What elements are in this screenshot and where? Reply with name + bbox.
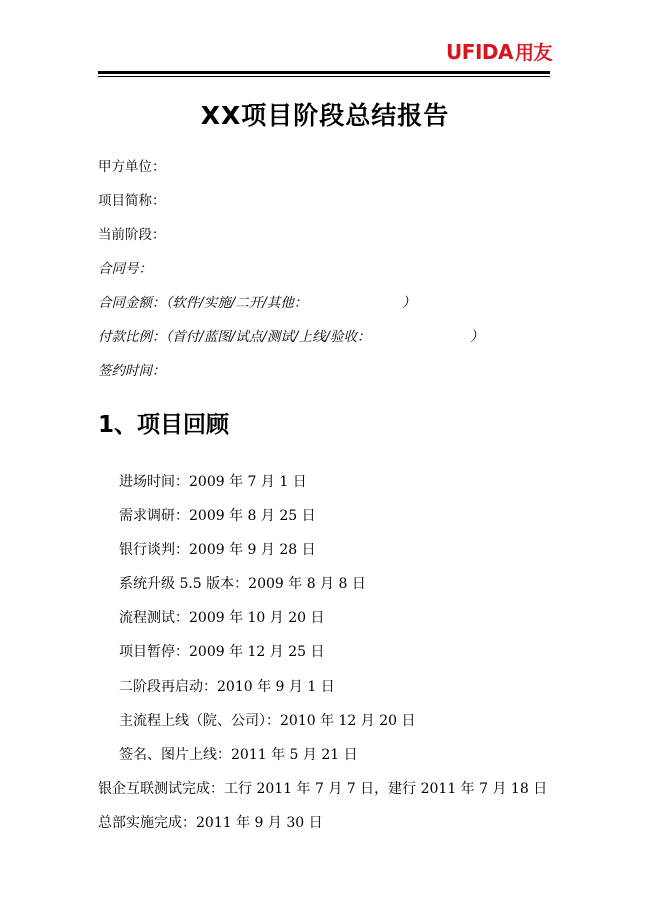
- logo-brand-text: UFIDA: [446, 40, 513, 64]
- logo-cn-text: 用友: [514, 42, 552, 64]
- section-heading-project-review: 1、项目回顾: [98, 412, 230, 438]
- field-signing-date: 签约时间：: [98, 363, 166, 379]
- timeline-item: 需求调研：2009 年 8 月 25 日: [119, 508, 316, 524]
- timeline-item: 银企互联测试完成：工行 2011 年 7 月 7 日，建行 2011 年 7 月 18 日: [98, 781, 548, 797]
- header-rule-thick: [98, 71, 550, 74]
- timeline-item: 二阶段再启动：2010 年 9 月 1 日: [119, 679, 335, 695]
- ufida-logo: [446, 38, 552, 65]
- header-rule-thin: [98, 76, 550, 77]
- timeline-item: 进场时间：2009 年 7 月 1 日: [119, 474, 307, 490]
- field-contract-amount: 合同金额：（软件/实施/二开/其他：: [98, 295, 308, 311]
- field-contract-number: 合同号：: [98, 261, 152, 277]
- timeline-item: 签名、图片上线：2011 年 5 月 21 日: [119, 747, 358, 763]
- timeline-item: 项目暂停：2009 年 12 月 25 日: [119, 644, 325, 660]
- field-project-name: 项目简称：: [98, 193, 166, 209]
- timeline-item: 系统升级 5.5 版本：2009 年 8 月 8 日: [119, 576, 366, 592]
- timeline-item: 总部实施完成：2011 年 9 月 30 日: [98, 815, 323, 831]
- field-party-a: 甲方单位：: [98, 159, 166, 175]
- timeline-item: 主流程上线（院、公司）：2010 年 12 月 20 日: [119, 713, 416, 729]
- document-title: XX项目阶段总结报告: [200, 101, 450, 130]
- timeline-item: 银行谈判：2009 年 9 月 28 日: [119, 542, 316, 558]
- timeline-item: 流程测试：2009 年 10 月 20 日: [119, 610, 325, 626]
- field-contract-amount-close: ）: [402, 295, 416, 311]
- field-payment-ratio-close: ）: [470, 329, 484, 345]
- field-payment-ratio: 付款比例：（首付/蓝图/试点/测试/上线/验收：: [98, 329, 371, 345]
- field-current-stage: 当前阶段：: [98, 227, 166, 243]
